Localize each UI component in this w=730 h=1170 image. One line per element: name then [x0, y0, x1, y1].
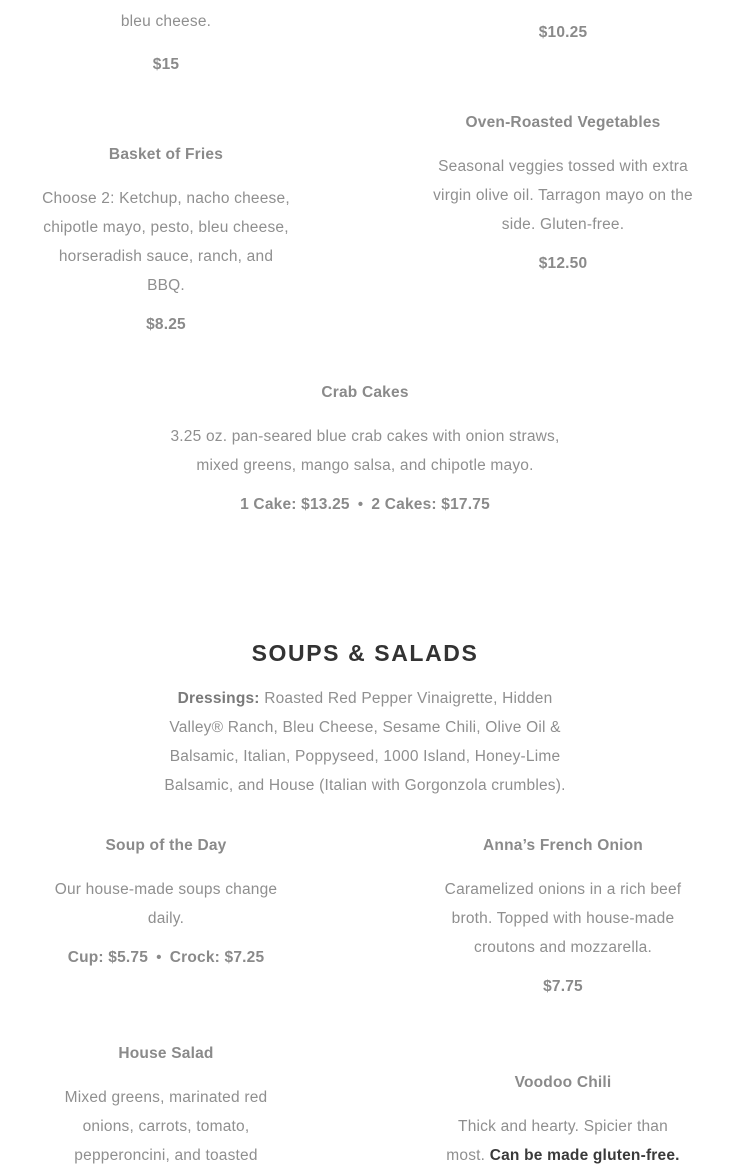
menu-item-house-salad: [36, 1045, 296, 1170]
item-name: Soup of the Day: [105, 837, 227, 854]
section-title: SOUPS & SALADS: [251, 640, 479, 666]
item-description: Our house-made soups change daily.: [54, 881, 278, 927]
dressings-text: Roasted Red Pepper Vinaigrette, Hidden Valley® Ranch, Bleu Cheese, Sesame Chili, Olive Oil & Balsamic, Italian, Poppyseed, 1000 Island, Honey-Lime Balsamic, and House (Italian with Gorgonzola crumbles).: [164, 690, 566, 794]
menu-item-voodoo-chili: [433, 1074, 693, 1170]
menu-item-basket-of-fries: [36, 146, 296, 334]
item-price: $10.25: [538, 24, 588, 41]
item-description-text: Thick and hearty. Spicier than most.: [446, 1118, 668, 1164]
dressings-label: Dressings:: [177, 690, 260, 707]
item-name: Anna’s French Onion: [483, 837, 643, 854]
item-price: $12.50: [538, 255, 588, 272]
item-price: $7.75: [543, 978, 583, 995]
item-name: Voodoo Chili: [514, 1074, 612, 1091]
price-cup: Cup: $5.75: [67, 949, 149, 966]
separator-dot: •: [156, 949, 162, 966]
price-single: 1 Cake: $13.25: [240, 496, 350, 513]
item-price-options: [165, 496, 565, 514]
item-description: Choose 2: Ketchup, nacho cheese, chipotle mayo, pesto, bleu cheese, horseradish sauce, ranch, and BBQ.: [42, 190, 290, 294]
price-double: 2 Cakes: $17.75: [371, 496, 490, 513]
item-name: House Salad: [118, 1045, 214, 1062]
item-description: Seasonal veggies tossed with extra virgin olive oil. Tarragon mayo on the side. Gluten-free.: [433, 158, 693, 233]
menu-item-annas-french-onion: [433, 837, 693, 996]
menu-item-crab-cakes: [165, 384, 565, 514]
item-price: $15: [152, 56, 180, 73]
item-description: [433, 1112, 693, 1170]
item-description: 3.25 oz. pan-seared blue crab cakes with onion straws, mixed greens, mango salsa, and chipotle mayo.: [170, 428, 560, 474]
price-crock: Crock: $7.25: [169, 949, 265, 966]
menu-item-soup-of-the-day: [36, 837, 296, 967]
item-name: Crab Cakes: [321, 384, 409, 401]
item-name: Oven-Roasted Vegetables: [465, 114, 661, 131]
separator-dot: •: [357, 496, 364, 513]
item-price: $8.25: [146, 316, 186, 333]
item-description: Mixed greens, marinated red onions, carrots, tomato, pepperoncini, and toasted: [64, 1089, 268, 1164]
item-name: Basket of Fries: [108, 146, 224, 163]
item-description: Caramelized onions in a rich beef broth. Topped with house-made croutons and mozzarella.: [444, 881, 682, 956]
dressings-note: [160, 684, 570, 800]
bleu-cheese-tail: bleu cheese.: [120, 13, 212, 30]
item-price-options: [36, 949, 296, 967]
gluten-free-note: Can be made gluten-free.: [485, 1147, 680, 1164]
menu-item-oven-roasted-vegetables: [433, 114, 693, 273]
